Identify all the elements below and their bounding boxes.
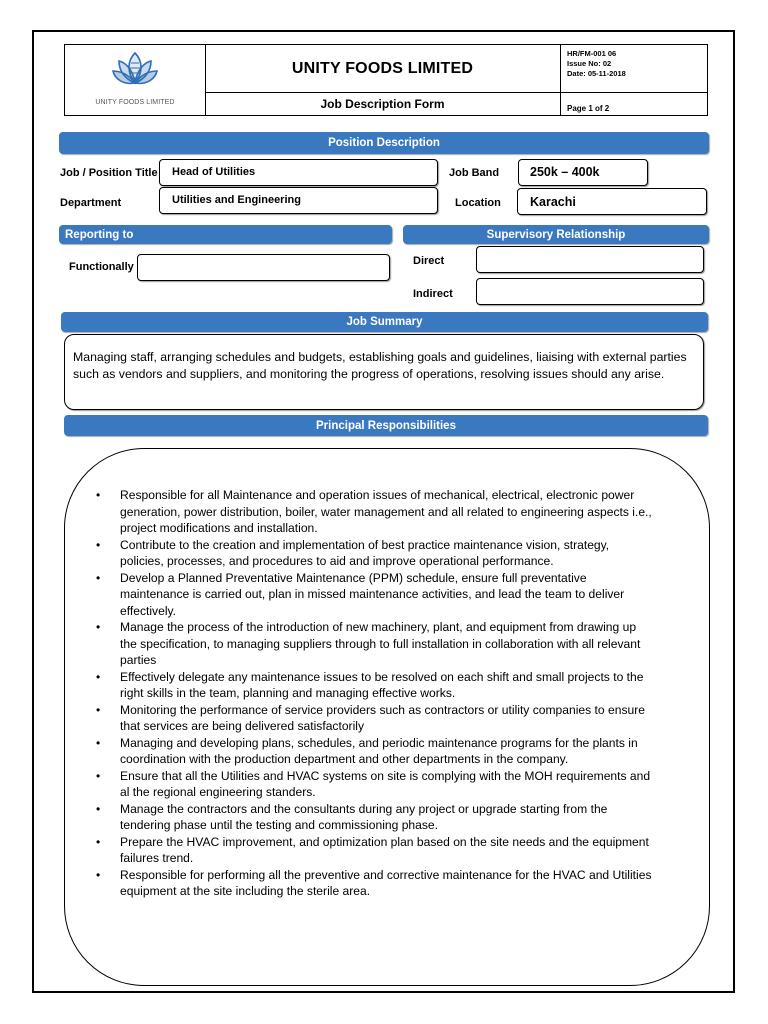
responsibility-text: Monitoring the performance of service providers such as contractors or utility companies to ensure that services are being delivered satisfactorily — [120, 702, 645, 733]
bullet-icon: • — [96, 768, 101, 783]
job-title-value: Head of Utilities — [172, 166, 256, 178]
reporting-to-bar: Reporting to — [59, 225, 392, 244]
responsibility-text: Ensure that all the Utilities and HVAC systems on site is complying with the MOH requirements and al the regional engineering standers. — [120, 768, 651, 799]
list-item — [94, 834, 654, 867]
responsibility-text: Manage the process of the introduction of new machinery, plant, and equipment from drawing up the specification, to managing suppliers through to full installation in collaboration with all relevant parties — [120, 620, 641, 667]
functionally-field[interactable] — [137, 254, 390, 281]
company-name-cell — [205, 45, 561, 93]
issue-number: Issue No: 02 — [567, 59, 612, 68]
company-name: UNITY FOODS LIMITED — [291, 59, 474, 77]
job-summary-box — [64, 334, 704, 410]
list-item — [94, 669, 654, 702]
list-item — [94, 867, 654, 900]
responsibility-text: Contribute to the creation and implementation of best practice maintenance vision, strategy, policies, processes, and procedures to aid and improve operational performance. — [120, 537, 610, 568]
responsibility-text: Develop a Planned Preventative Maintenance (PPM) schedule, ensure full preventative maintenance is carried out, plan in missed maintenance activities, and lead the team to deliver effectively. — [120, 570, 625, 618]
job-summary-text: Managing staff, arranging schedules and budgets, establishing goals and guidelines, liaising with external parties such as vendors and suppliers, and monitoring the progress of operations, resolving issues should any arise. — [73, 350, 687, 381]
bullet-icon: • — [96, 867, 101, 882]
job-title-label: Job / Position Title — [60, 167, 158, 179]
lotus-logo-icon — [111, 49, 159, 93]
bullet-icon: • — [96, 702, 101, 717]
department-value: Utilities and Engineering — [172, 194, 301, 206]
responsibility-text: Prepare the HVAC improvement, and optimization plan based on the site needs and the equipment failures trend. — [120, 834, 649, 865]
list-item — [94, 735, 654, 768]
responsibility-text: Responsible for performing all the preventive and corrective maintenance for the HVAC and Utilities equipment at the site including the sterile area. — [120, 867, 652, 898]
indirect-field[interactable] — [476, 278, 704, 305]
position-description-bar: Position Description — [59, 132, 709, 154]
logo-cell — [65, 45, 206, 115]
form-title: Job Description Form — [320, 97, 445, 111]
indirect-label: Indirect — [413, 288, 453, 300]
location-value: Karachi — [530, 195, 576, 209]
company-logo — [85, 49, 185, 106]
list-item — [94, 702, 654, 735]
bullet-icon: • — [96, 620, 101, 634]
doc-date: Date: 05-11-2018 — [567, 69, 626, 78]
document-header — [64, 44, 708, 116]
responsibility-text: Responsible for all Maintenance and operation issues of mechanical, electrical, electronic power generation, power distribution, boiler, water management and all related to engineering aspects i.e., project modifications and installation. — [120, 488, 652, 535]
direct-label: Direct — [413, 255, 445, 267]
list-item — [94, 801, 654, 834]
bullet-icon: • — [96, 488, 101, 502]
job-summary-bar: Job Summary — [61, 312, 708, 332]
location-label: Location — [455, 197, 501, 209]
department-label: Department — [60, 197, 122, 209]
form-title-cell — [205, 93, 561, 115]
job-band-label: Job Band — [449, 167, 500, 179]
responsibility-text: Effectively delegate any maintenance issues to be resolved on each shift and small projects to the right skills in the team, planning and managing effective works. — [120, 669, 644, 700]
direct-field[interactable] — [476, 246, 704, 273]
job-band-value: 250k – 400k — [530, 165, 600, 179]
page-number: Page 1 of 2 — [567, 104, 610, 113]
bullet-icon: • — [96, 735, 101, 750]
list-item — [94, 570, 654, 620]
doc-meta — [561, 45, 707, 93]
bullet-icon: • — [96, 801, 101, 816]
responsibility-text: Managing and developing plans, schedules, and periodic maintenance programs for the plants in coordination with the production department and other departments in the company. — [120, 735, 638, 766]
bullet-icon: • — [96, 537, 101, 552]
functionally-label: Functionally — [69, 261, 134, 273]
doc-code: HR/FM-001 06 — [567, 49, 617, 58]
responsibilities-list — [94, 487, 654, 900]
list-item — [94, 487, 654, 537]
list-item — [94, 768, 654, 801]
list-item — [94, 537, 654, 570]
bullet-icon: • — [96, 669, 101, 684]
bullet-icon: • — [96, 834, 101, 849]
principal-responsibilities-bar: Principal Responsibilities — [64, 415, 708, 436]
list-item — [94, 619, 654, 669]
page-number-cell — [561, 93, 707, 115]
bullet-icon: • — [96, 570, 101, 585]
responsibility-text: Manage the contractors and the consultants during any project or upgrade starting from the tendering phase until the testing and commissioning phase. — [120, 801, 608, 832]
supervisory-relationship-bar: Supervisory Relationship — [403, 225, 709, 244]
logo-text: UNITY FOODS LIMITED — [95, 99, 175, 106]
